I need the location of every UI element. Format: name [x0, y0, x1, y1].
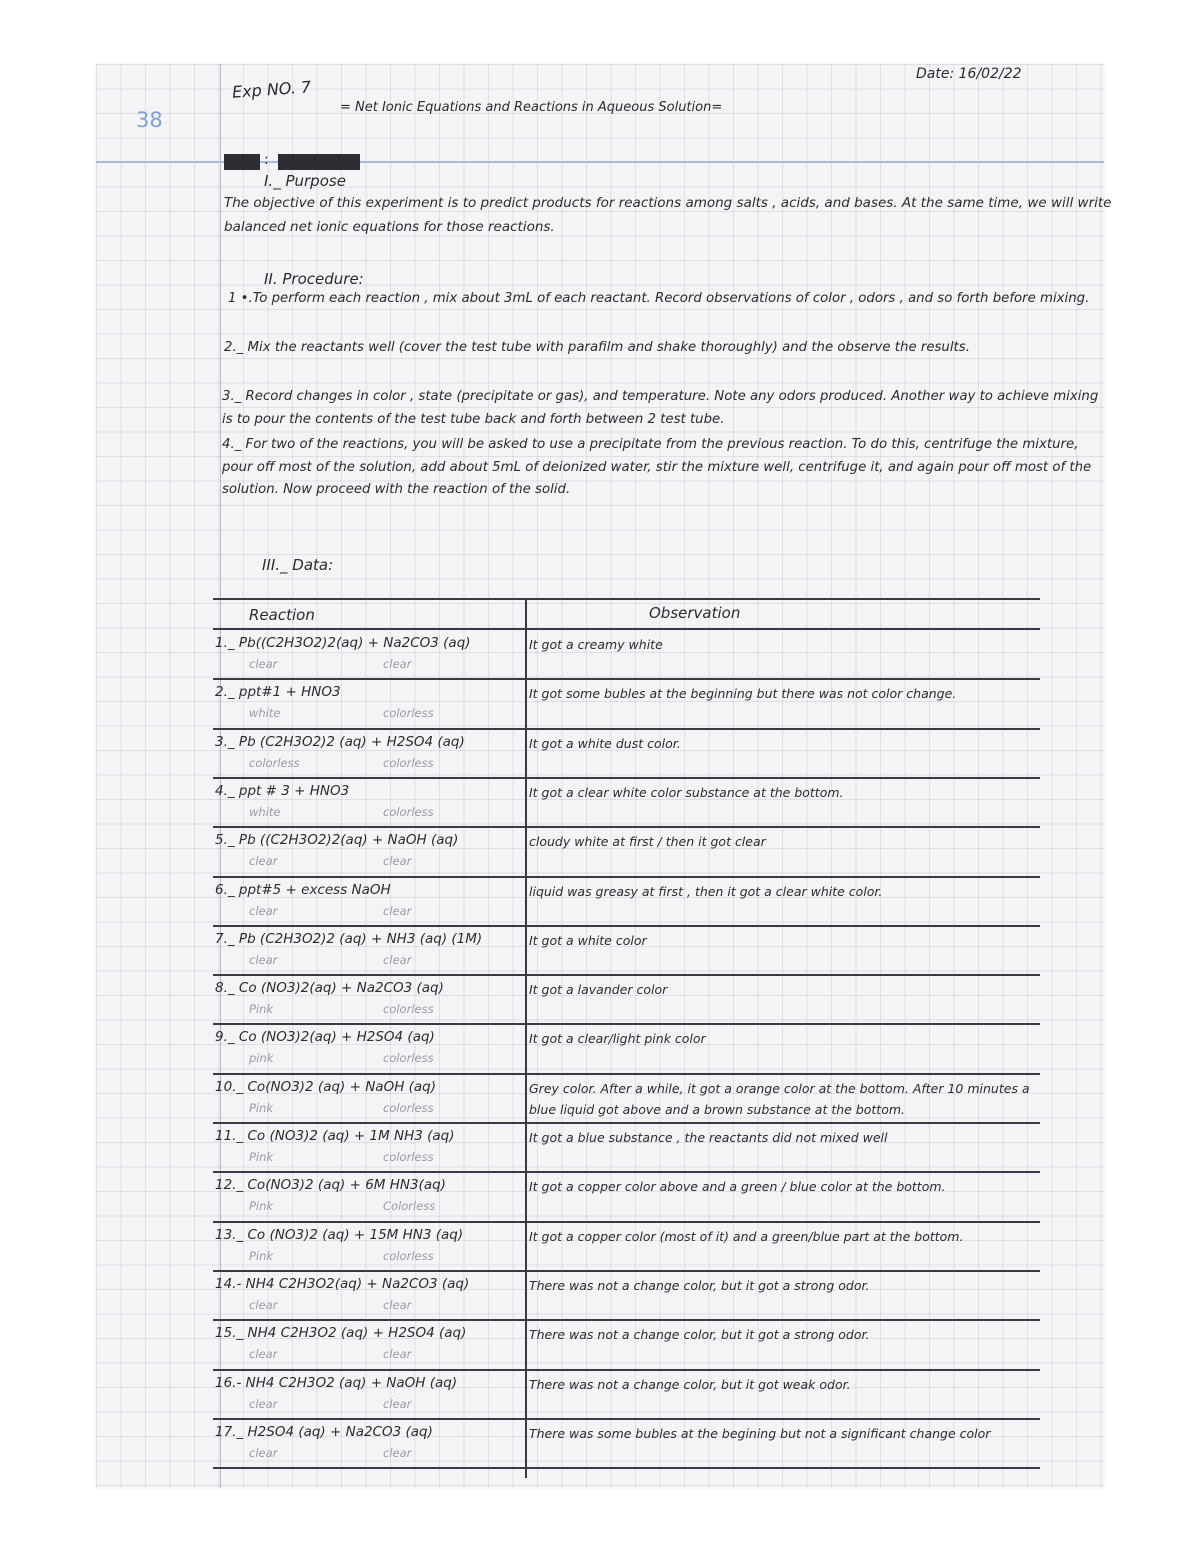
- notebook-page: [96, 64, 1112, 1488]
- observation-cell: It got a copper color (most of it) and a green/blue part at the bottom.: [529, 1228, 964, 1244]
- reactant-2-color: clear: [383, 903, 412, 918]
- reactant-1-color: Pink: [249, 1002, 274, 1017]
- reaction-cell: 8._ Co (NO3)2(aq) + Na2CO3 (aq): [215, 980, 444, 997]
- reaction-cell: 2._ ppt#1 + HNO3: [215, 684, 341, 701]
- reactant-1-color: white: [249, 804, 281, 819]
- reactant-2-color: colorless: [383, 804, 434, 819]
- reactant-1-color: white: [249, 706, 281, 721]
- reactant-2-color: colorless: [383, 1248, 434, 1263]
- observation-cell: It got a clear/light pink color: [529, 1031, 706, 1047]
- procedure-step: 4._ For two of the reactions, you will be asked to use a precipitate from the previous reaction. To do this, centrifuge the mixture, pour off most of the solution, add about 5mL of deionized water, stir the mixture well, centrifuge it, and again pour off most of the solution. Now proceed with the reaction of the solid.: [222, 437, 1092, 497]
- table-row: [213, 827, 1040, 876]
- reactant-1-color: Pink: [249, 1199, 274, 1214]
- observation-cell: There was not a change color, but it got a strong odor.: [529, 1327, 870, 1343]
- reaction-cell: 4._ ppt # 3 + HNO3: [215, 782, 350, 799]
- reaction-cell: 14.- NH4 C2H3O2(aq) + Na2CO3 (aq): [215, 1275, 470, 1292]
- column-header-observation: Observation: [649, 604, 741, 622]
- observation-cell: It got a creamy white: [529, 637, 663, 652]
- data-table: [213, 598, 1040, 1478]
- observation-cell: It got a white color: [529, 932, 647, 948]
- reactant-1-color: clear: [249, 1297, 278, 1312]
- reactant-1-color: clear: [249, 854, 278, 869]
- date: Date: 16/02/22: [916, 66, 1022, 82]
- observation-cell: It got a blue substance , the reactants did not mixed well: [529, 1130, 888, 1145]
- reactant-1-color: clear: [249, 903, 278, 918]
- reaction-cell: 12._ Co(NO3)2 (aq) + 6M HN3(aq): [215, 1177, 446, 1194]
- reactant-2-color: clear: [383, 1445, 412, 1460]
- table-row: [213, 1370, 1040, 1419]
- experiment-number: Exp NO. 7: [231, 77, 312, 102]
- reaction-cell: 7._ Pb (C2H3O2)2 (aq) + NH3 (aq) (1M): [215, 930, 483, 947]
- reactant-2-color: Colorless: [383, 1199, 436, 1214]
- reactant-2-color: clear: [383, 952, 412, 967]
- page-number: 38: [136, 108, 163, 132]
- reactant-2-color: colorless: [383, 1100, 434, 1115]
- page-title: = Net Ionic Equations and Reactions in Aqueous Solution=: [340, 100, 723, 115]
- observation-cell: There was not a change color, but it got weak odor.: [529, 1376, 851, 1392]
- reaction-cell: 15._ NH4 C2H3O2 (aq) + H2SO4 (aq): [215, 1325, 467, 1342]
- reaction-cell: 16.- NH4 C2H3O2 (aq) + NaOH (aq): [215, 1374, 458, 1391]
- reactant-1-color: clear: [249, 1445, 278, 1460]
- reaction-cell: 17._ H2SO4 (aq) + Na2CO3 (aq): [215, 1423, 433, 1440]
- procedure-heading: II. Procedure:: [264, 270, 364, 288]
- reaction-cell: 9._ Co (NO3)2(aq) + H2SO4 (aq): [215, 1029, 435, 1046]
- observation-cell: cloudy white at first / then it got clear: [529, 834, 766, 850]
- table-row: [213, 926, 1040, 975]
- purpose-text: The objective of this experiment is to predict products for reactions among salts , acids, and bases. At the same time, we will write balanced net ionic equations for those reactions.: [224, 195, 1112, 235]
- reactant-2-color: clear: [383, 657, 412, 671]
- table-row: [213, 1123, 1040, 1172]
- table-rule: [213, 598, 1040, 600]
- table-row: [213, 975, 1040, 1024]
- purpose-heading: I._ Purpose: [264, 172, 346, 190]
- reactant-2-color: clear: [383, 1347, 412, 1362]
- table-row: [213, 729, 1040, 778]
- reactant-2-color: clear: [383, 1396, 412, 1411]
- observation-cell: It got some bubles at the beginning but there was not color change.: [529, 686, 957, 702]
- observation-cell: It got a clear white color substance at the bottom.: [529, 784, 844, 800]
- table-row: [213, 877, 1040, 926]
- table-row: [213, 679, 1040, 728]
- table-row: [213, 1320, 1040, 1369]
- table-row: [213, 630, 1040, 679]
- reactant-1-color: pink: [249, 1051, 274, 1066]
- reactant-2-color: clear: [383, 854, 412, 869]
- table-row: [213, 1172, 1040, 1221]
- table-row: [213, 1074, 1040, 1123]
- reactant-1-color: clear: [249, 1396, 278, 1411]
- procedure-step: 2._ Mix the reactants well (cover the test tube with parafilm and shake thoroughly) and the observe the results.: [224, 340, 970, 355]
- reactant-1-color: colorless: [249, 755, 300, 770]
- reactant-2-color: colorless: [383, 1150, 434, 1164]
- table-row: [213, 1271, 1040, 1320]
- data-heading: III._ Data:: [262, 556, 334, 574]
- reactant-1-color: Pink: [249, 1248, 274, 1263]
- table-rule: [213, 1467, 1040, 1469]
- table-row: [213, 1419, 1040, 1468]
- observation-cell: There was not a change color, but it got a strong odor.: [529, 1277, 870, 1293]
- reaction-cell: 6._ ppt#5 + excess NaOH: [215, 881, 391, 898]
- observation-cell: It got a white dust color.: [529, 735, 681, 751]
- reactant-2-color: colorless: [383, 1051, 434, 1066]
- reactant-1-color: clear: [249, 1347, 278, 1362]
- reactant-2-color: colorless: [383, 755, 434, 770]
- reactant-1-color: clear: [249, 952, 278, 967]
- reactant-1-color: Pink: [249, 1100, 274, 1115]
- column-header-reaction: Reaction: [249, 606, 315, 624]
- table-row: [213, 1222, 1040, 1271]
- table-row: [213, 778, 1040, 827]
- observation-cell: Grey color. After a while, it got a orange color at the bottom. After 10 minutes a blue liquid got above and a brown substance at the bottom.: [529, 1080, 1030, 1117]
- observation-cell: liquid was greasy at first , then it got a clear white color.: [529, 883, 883, 899]
- reaction-cell: 11._ Co (NO3)2 (aq) + 1M NH3 (aq): [215, 1128, 455, 1144]
- redacted-colon: :: [264, 152, 269, 168]
- redacted-block: [224, 154, 260, 170]
- redacted-block: [278, 154, 360, 170]
- observation-cell: There was some bubles at the begining but not a significant change color: [529, 1425, 991, 1441]
- reaction-cell: 5._ Pb ((C2H3O2)2(aq) + NaOH (aq): [215, 832, 459, 849]
- reactant-2-color: colorless: [383, 1002, 434, 1017]
- reaction-cell: 13._ Co (NO3)2 (aq) + 15M HN3 (aq): [215, 1226, 464, 1243]
- procedure-step: 1 •.To perform each reaction , mix about 3mL of each reactant. Record observations of color , odors , and so forth before mixing.: [228, 291, 1090, 306]
- reaction-cell: 1._ Pb((C2H3O2)2(aq) + Na2CO3 (aq): [215, 635, 471, 651]
- reactant-1-color: Pink: [249, 1150, 274, 1164]
- reaction-cell: 10._ Co(NO3)2 (aq) + NaOH (aq): [215, 1078, 437, 1095]
- reactant-2-color: colorless: [383, 706, 434, 721]
- reactant-2-color: clear: [383, 1297, 412, 1312]
- observation-cell: It got a lavander color: [529, 982, 668, 998]
- observation-cell: It got a copper color above and a green / blue color at the bottom.: [529, 1179, 946, 1195]
- table-row: [213, 1024, 1040, 1073]
- reactant-1-color: clear: [249, 657, 278, 671]
- procedure-step: 3._ Record changes in color , state (precipitate or gas), and temperature. Note any odors produced. Another way to achieve mixing is to pour the contents of the test tube back and forth between 2 test tube.: [222, 389, 1099, 427]
- reaction-cell: 3._ Pb (C2H3O2)2 (aq) + H2SO4 (aq): [215, 733, 465, 750]
